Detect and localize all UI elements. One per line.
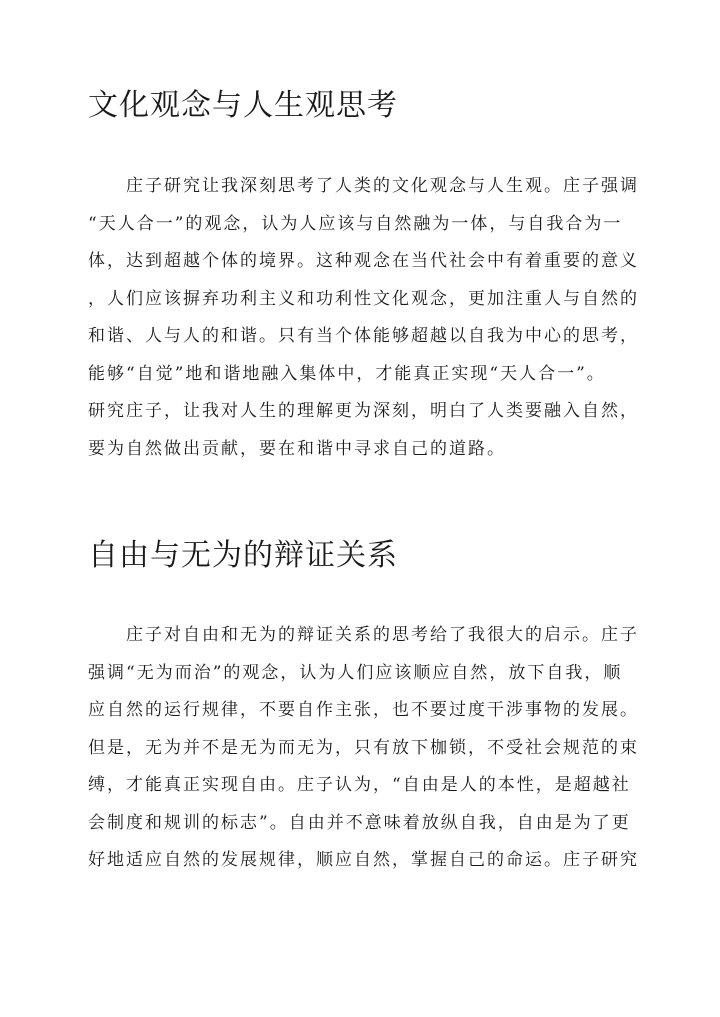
paragraph-line: 但是，无为并不是无为而无为，只有放下枷锁，不受社会规范的束 [88, 737, 639, 758]
paragraph-line: 能够“自觉”地和谐地融入集体中，才能真正实现“天人合一”。 [88, 363, 606, 384]
paragraph-line: 应自然的运行规律，不要自作主张，也不要过度干涉事物的发展。 [88, 700, 639, 720]
paragraph-line: 要为自然做出贡献，要在和谐中寻求自己的道路。 [88, 438, 506, 459]
paragraph-line: 好地适应自然的发展规律，顺应自然，掌握自己的命运。庄子研究 [88, 850, 639, 870]
paragraph-line: 体，达到超越个体的境界。这种观念在当代社会中有着重要的意义 [88, 251, 639, 271]
paragraph-line: “天人合一”的观念，认为人应该与自然融为一体，与自我合为一 [88, 213, 623, 234]
paragraph-line: 庄子研究让我深刻思考了人类的文化观念与人生观。庄子强调 [88, 176, 639, 196]
paragraph-line: 强调“无为而治”的观念，认为人们应该顺应自然，放下自我，顺 [88, 662, 623, 683]
paragraph-line: ，人们应该摒弃功利主义和功利性文化观念，更加注重人与自然的 [88, 288, 639, 309]
section-paragraph-culture [88, 168, 648, 468]
paragraph-line: 缚，才能真正实现自由。庄子认为，“自由是人的本性，是超越社 [88, 775, 631, 795]
paragraph-line: 和谐、人与人的和谐。只有当个体能够超越以自我为中心的思考， [88, 326, 639, 346]
paragraph-line: 庄子对自由和无为的辩证关系的思考给了我很大的启示。庄子 [88, 625, 639, 645]
section-heading-culture: 文化观念与人生观思考 [88, 88, 398, 123]
paragraph-line: 会制度和规训的标志”。自由并不意味着放纵自我，自由是为了更 [88, 812, 631, 833]
section-paragraph-freedom [88, 617, 648, 880]
section-heading-freedom: 自由与无为的辩证关系 [88, 538, 398, 573]
paragraph-line: 研究庄子，让我对人生的理解更为深刻，明白了人类要融入自然， [88, 401, 639, 421]
